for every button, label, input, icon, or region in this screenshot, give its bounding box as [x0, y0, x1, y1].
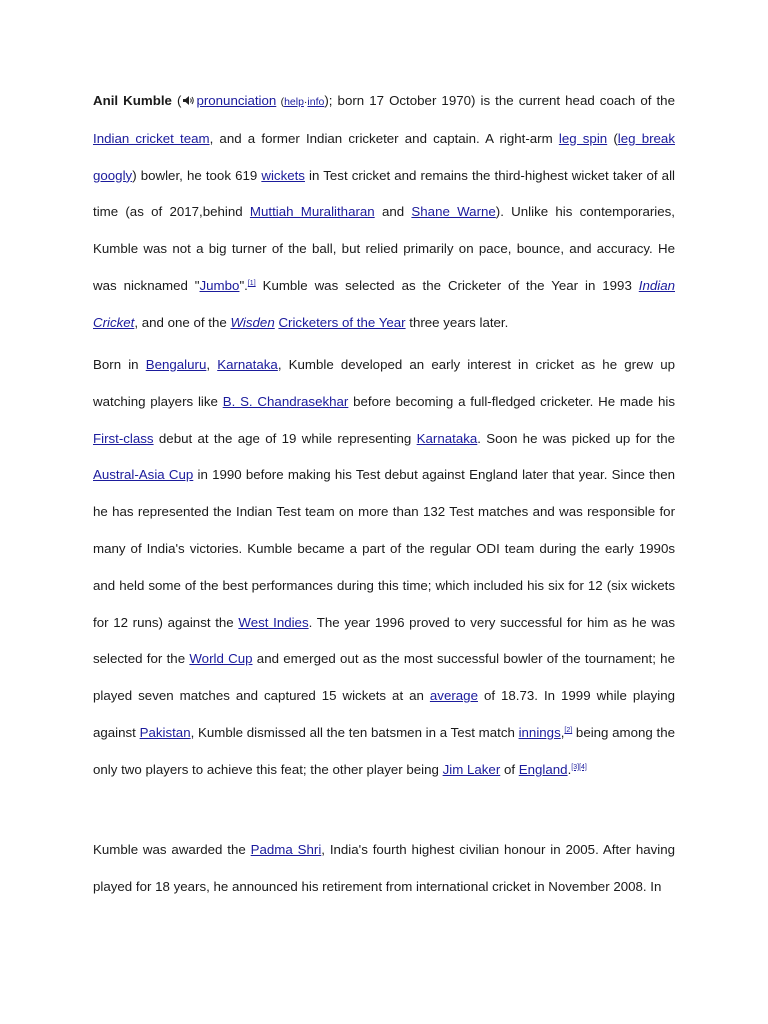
text: , and one of the	[134, 314, 231, 330]
text: Kumble was selected as the Cricketer of the Year in 1993	[255, 277, 639, 293]
link-bs-chandrasekhar[interactable]: B. S. Chandrasekhar	[222, 393, 349, 409]
text: ,	[560, 724, 565, 740]
link-leg-break[interactable]: leg break	[617, 130, 675, 146]
text: ); born 17 October 1970) is the current head coach of the	[324, 93, 675, 108]
text: three years later.	[405, 314, 509, 330]
text: ,	[206, 357, 218, 372]
text: ). Unlike his contemporaries, Kumble was not a big turner of the ball, but relied primarily on pace, bounce, and accuracy. He was nicknamed "	[93, 204, 675, 293]
text: of 18.73. In 1999 while playing against	[93, 688, 675, 740]
paragraph-career	[93, 347, 675, 789]
link-west-indies[interactable]: West Indies	[238, 614, 309, 630]
paragraph-honours	[93, 832, 675, 906]
text: debut at the age of 19 while representing	[153, 430, 417, 446]
text: ".	[239, 277, 248, 293]
link-average[interactable]: average	[429, 688, 478, 704]
text: , Kumble developed an early interest in cricket as he grew up watching players like	[93, 357, 675, 409]
text: .	[567, 761, 572, 777]
text: ) bowler, he took 619	[132, 167, 262, 183]
link-austral-asia-cup[interactable]: Austral-Asia Cup	[93, 467, 194, 483]
link-world-cup[interactable]: World Cup	[189, 651, 253, 667]
text: (	[177, 93, 182, 108]
help-link[interactable]: help	[284, 96, 304, 108]
text: , and a former Indian cricketer and captain. A right-arm	[209, 130, 559, 146]
text: (	[607, 130, 618, 146]
subject-name: Anil Kumble	[93, 93, 172, 108]
text: . The year 1996 proved to very successful for him as he was selected for the	[93, 614, 675, 667]
pronunciation-link[interactable]: pronunciation	[196, 93, 277, 108]
link-muttiah-muralitharan[interactable]: Muttiah Muralitharan	[249, 204, 375, 220]
speaker-icon[interactable]	[182, 84, 195, 95]
text: . Soon he was picked up for the	[477, 430, 675, 446]
text: and emerged out as the most successful bowler of the tournament; he played seven matches and captured 15 wickets at an	[93, 651, 675, 704]
link-first-class[interactable]: First-class	[93, 430, 154, 446]
reference-2[interactable]: [2]	[564, 726, 573, 734]
link-karnataka-team[interactable]: Karnataka	[416, 430, 478, 446]
link-padma-shri[interactable]: Padma Shri	[250, 842, 322, 857]
reference-4[interactable]: [4]	[579, 763, 587, 771]
link-leg-spin[interactable]: leg spin	[558, 130, 608, 146]
text: , India's fourth highest civilian honour in 2005. After having played for 18 years, he announced his retirement from international cricket in November 2008. In	[93, 842, 676, 894]
link-innings[interactable]: innings	[518, 724, 561, 740]
text: in Test cricket and remains the third-highest wicket taker of all time (as of 2017,behind	[93, 167, 675, 220]
text: in 1990 before making his Test debut against England later that year. Since then he has represented the Indian Test team on more than 132 Test matches and was responsible for many of India's victories. Kumble became a part of the regular ODI team during the early 1990s and held some of the best performances during this time; which included his six for 12 (six wickets for 12 runs) against the	[93, 467, 676, 630]
link-pakistan[interactable]: Pakistan	[139, 724, 191, 740]
link-wisden[interactable]: Wisden	[230, 314, 275, 330]
text: ·	[303, 96, 308, 108]
text: of	[500, 761, 519, 777]
link-jim-laker[interactable]: Jim Laker	[442, 761, 501, 777]
text: (	[276, 96, 285, 108]
link-jumbo[interactable]: Jumbo	[199, 277, 240, 293]
text: , Kumble dismissed all the ten batsmen in a Test match	[190, 724, 519, 740]
reference-3[interactable]: [3]	[571, 763, 580, 771]
reference-1[interactable]: [1]	[247, 279, 256, 287]
link-karnataka[interactable]: Karnataka	[217, 357, 278, 372]
link-googly[interactable]: googly	[93, 167, 133, 183]
info-link[interactable]: info	[307, 96, 325, 108]
link-shane-warne[interactable]: Shane Warne	[411, 204, 496, 220]
link-bengaluru[interactable]: Bengaluru	[145, 357, 207, 372]
link-england[interactable]: England	[518, 761, 568, 777]
text: Born in	[93, 357, 146, 372]
link-cricketers-of-the-year[interactable]: Cricketers of the Year	[278, 314, 406, 330]
link-wickets[interactable]: wickets	[261, 167, 305, 183]
text: and	[374, 204, 412, 220]
text: before becoming a full-fledged cricketer. He made his	[348, 393, 675, 409]
link-indian-cricket-team[interactable]: Indian cricket team	[93, 130, 210, 146]
text: Kumble was awarded the	[93, 842, 251, 857]
text: being among the only two players to achieve this feat; the other player being	[93, 724, 675, 777]
paragraph-intro	[93, 83, 675, 342]
link-indian-cricket-magazine[interactable]: Indian Cricket	[93, 277, 675, 330]
